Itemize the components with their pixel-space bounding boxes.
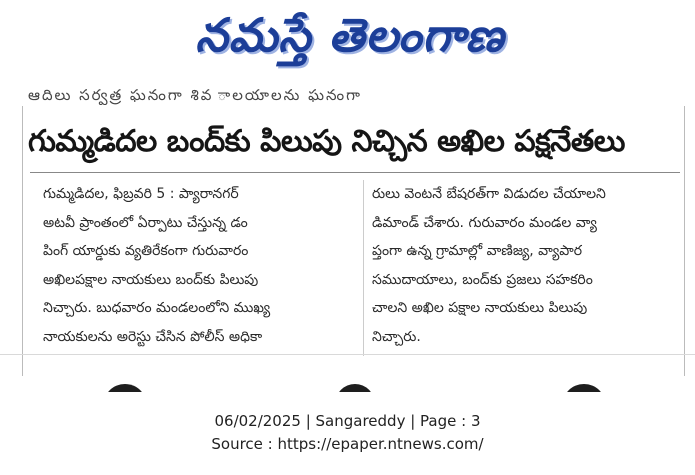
clip-footer: [0, 392, 695, 475]
body-line: ప్తంగా ఉన్న గ్రామాల్లో వాణిజ్య, వ్యాపార: [372, 243, 582, 260]
headline-divider: [30, 172, 680, 173]
publication-info: 06/02/2025 | Sangareddy | Page : 3: [214, 412, 481, 430]
source-url: Source : https://epaper.ntnews.com/: [211, 435, 484, 453]
column-divider: [363, 180, 364, 356]
clip-right-border: [684, 106, 685, 376]
body-line: గుమ్మడిదల, ఫిబ్రవరి 5 : ప్యారానగర్: [43, 186, 239, 202]
article-headline: గుమ్మడిదల బంద్‌కు పిలుపు నిచ్చిన అఖిల పక్షనేతలు: [28, 124, 625, 159]
article-clipping: [0, 86, 695, 392]
body-line: నిచ్చారు.: [372, 328, 421, 345]
body-line: డిమాండ్ చేశారు. గురువారం మండల వ్యా: [372, 214, 597, 231]
body-line: సముదాయాలు, బంద్‌కు ప్రజలు సహకరిం: [372, 271, 593, 288]
body-line: అఖిలపక్షాల నాయకులు బంద్‌కు పిలుపు: [43, 271, 259, 288]
article-left-column: [43, 180, 361, 352]
body-line: అటవీ ప్రాంతంలో ఏర్పాటు చేస్తున్న డం: [43, 214, 248, 231]
article-right-column: [372, 180, 672, 352]
body-line: నాయకులను అరెస్టు చేసిన పోలీస్ అధికా: [43, 328, 263, 345]
article-bottom-rule: [0, 354, 695, 355]
previous-article-fragment: ఆదిలు సర్వత్ర ఘనంగా శివ ాలయాలను ఘనంగా: [28, 86, 362, 104]
body-line: రులు వెంటనే బేషరత్‌గా విడుదల చేయాలని: [372, 186, 606, 202]
body-line: చాలని అఖిల పక్షాల నాయకులు పిలుపు: [372, 300, 588, 317]
newspaper-masthead-logo: నమస్తే తెలంగాణ: [195, 8, 505, 62]
clip-left-border: [22, 106, 23, 376]
body-line: నిచ్చారు. బుధవారం మండలంలోని ముఖ్య: [43, 300, 271, 317]
body-line: పింగ్ యార్డుకు వ్యతిరేకంగా గురువారం: [43, 243, 249, 260]
